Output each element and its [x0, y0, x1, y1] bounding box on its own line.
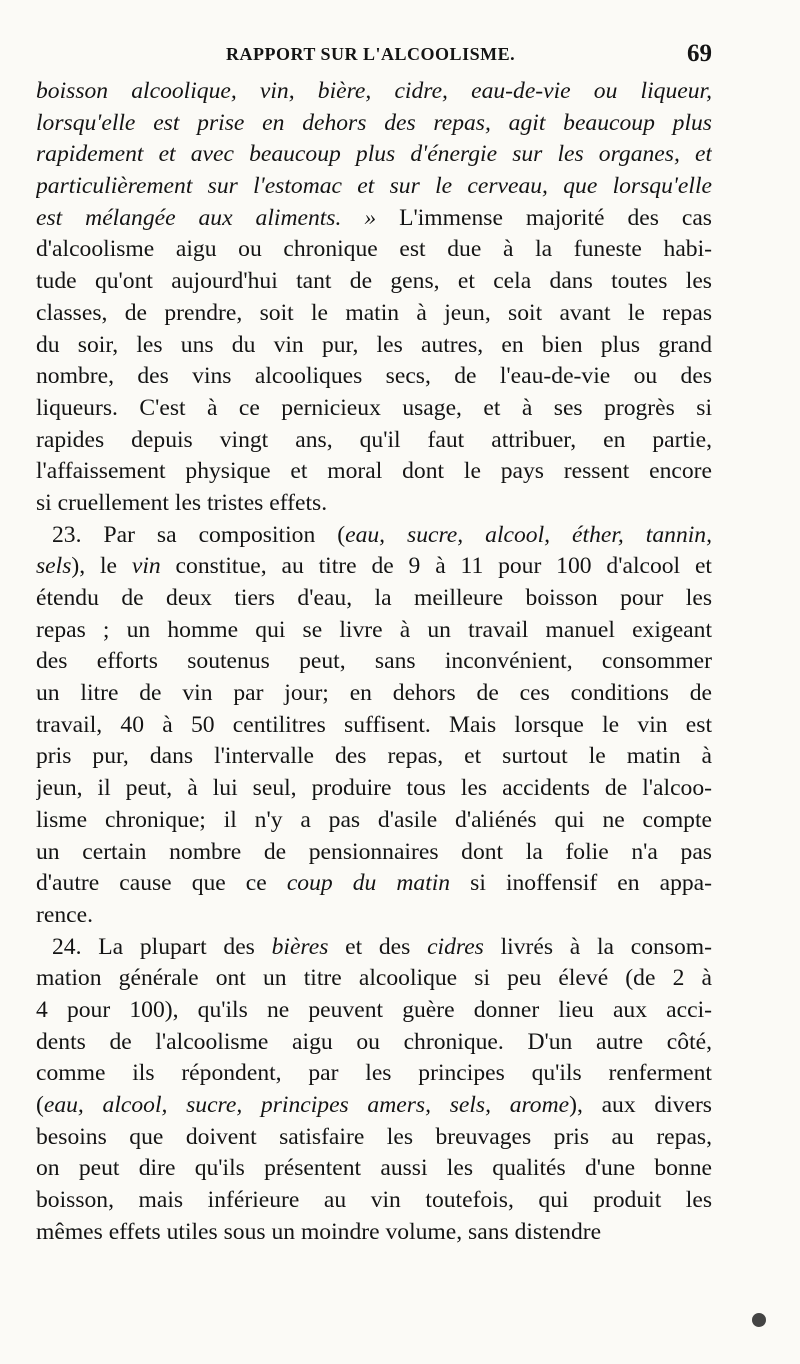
text-line	[36, 361, 712, 393]
text-line	[36, 995, 712, 1027]
text-segment: 23. Par sa composition (	[52, 521, 346, 548]
text-line	[36, 1090, 712, 1122]
text-line	[36, 837, 712, 869]
text-segment: étendu de deux tiers d'eau, la meilleure boisson pour les	[36, 585, 712, 611]
text-segment: repas ; un homme qui se livre à un travail manuel exigeant	[36, 616, 712, 643]
text-line	[36, 139, 712, 171]
text-line	[36, 266, 712, 298]
text-segment: pris pur, dans l'intervalle des repas, et surtout le matin à	[36, 743, 712, 770]
text-segment: boisson, mais inférieure au vin toutefois, qui produit les	[36, 1187, 712, 1214]
text-segment: bières	[271, 933, 329, 960]
text-line	[36, 551, 712, 583]
text-line	[36, 425, 712, 457]
text-line	[36, 710, 712, 742]
text-segment: constitue, au titre de 9 à 11 pour 100 d'alcool et	[160, 553, 712, 580]
text-segment: un certain nombre de pensionnaires dont la folie n'a pas	[36, 838, 712, 865]
text-line	[36, 203, 712, 235]
text-segment: coup du matin	[286, 870, 451, 897]
text-segment: on peut dire qu'ils présentent aussi les qualités d'une bonne	[36, 1155, 712, 1182]
text-line	[36, 646, 712, 678]
text-segment: tude qu'ont aujourd'hui tant de gens, et cela dans toutes les	[36, 268, 712, 295]
text-segment: travail, 40 à 50 centilitres suffisent. Mais lorsque le vin est	[36, 711, 712, 738]
page-number: 69	[687, 40, 712, 67]
text-segment: mation générale ont un titre alcoolique si peu élevé (de 2 à	[36, 965, 712, 992]
text-line	[36, 76, 712, 108]
text-line	[36, 393, 712, 425]
text-segment: classes, de prendre, soit le matin à jeun, soit avant le repas	[36, 299, 712, 326]
text-segment: lorsqu'elle est prise en dehors des repas, agit beaucoup plus	[36, 109, 712, 136]
text-segment: rapidement et avec beaucoup plus d'énergie sur les organes, et	[36, 141, 712, 168]
text-line	[36, 456, 712, 488]
text-segment: ), aux divers	[569, 1092, 712, 1118]
text-segment: rence.	[36, 901, 93, 928]
text-line	[36, 1217, 712, 1249]
text-segment: eau, alcool, sucre, principes amers, sels, arome	[43, 1092, 570, 1118]
text-segment: comme ils répondent, par les principes qu'ils renferment	[36, 1060, 712, 1087]
running-title: RAPPORT SUR L'ALCOOLISME.	[226, 44, 516, 64]
text-segment: nombre, des vins alcooliques secs, de l'eau-de-vie ou des	[36, 363, 712, 390]
text-segment: lisme chronique; il n'y a pas d'asile d'aliénés qui ne compte	[36, 806, 712, 833]
ink-spot-decoration	[752, 1313, 766, 1327]
text-segment: d'autre cause que ce	[36, 870, 287, 897]
text-segment: et des	[328, 933, 428, 960]
text-segment: ), le	[71, 553, 132, 580]
text-line	[36, 741, 712, 773]
text-line	[36, 330, 712, 362]
text-line	[36, 1027, 712, 1059]
text-line	[36, 805, 712, 837]
text-line	[36, 1122, 712, 1154]
text-segment: particulièrement sur l'estomac et sur le cerveau, que lorsqu'elle	[36, 173, 712, 200]
text-segment: est mélangée aux aliments. »	[36, 204, 377, 231]
text-segment: des efforts soutenus peut, sans inconvénient, consommer	[36, 648, 712, 675]
text-segment: vin	[131, 553, 161, 580]
text-segment: livrés à la consom-	[483, 933, 712, 960]
text-line	[36, 773, 712, 805]
text-line	[36, 900, 712, 932]
text-segment: si inoffensif en appa-	[450, 870, 712, 897]
text-segment: rapides depuis vingt ans, qu'il faut attribuer, en partie,	[36, 426, 712, 453]
text-segment: cidres	[427, 933, 484, 960]
text-segment: L'immense majorité des cas	[376, 204, 712, 231]
text-line	[36, 615, 712, 647]
text-line	[36, 171, 712, 203]
text-line	[36, 298, 712, 330]
text-segment: sels	[36, 553, 72, 580]
text-line	[36, 868, 712, 900]
text-segment: l'affaissement physique et moral dont le pays ressent encore	[36, 458, 712, 485]
page-header	[36, 40, 712, 80]
text-line	[36, 520, 712, 552]
text-line	[36, 932, 712, 964]
text-segment: liqueurs. C'est à ce pernicieux usage, et à ses progrès si	[36, 394, 712, 421]
text-segment: besoins que doivent satisfaire les breuvages pris au repas,	[36, 1123, 712, 1150]
text-segment: eau, sucre, alcool, éther, tannin,	[345, 521, 712, 548]
text-segment: jeun, il peut, à lui seul, produire tous les accidents de l'alcoo-	[36, 775, 712, 802]
text-line	[36, 678, 712, 710]
text-segment: d'alcoolisme aigu ou chronique est due à la funeste habi-	[36, 236, 712, 263]
body-text	[36, 76, 712, 1248]
text-segment: mêmes effets utiles sous un moindre volume, sans distendre	[36, 1218, 602, 1245]
text-segment: 4 pour 100), qu'ils ne peuvent guère donner lieu aux acci-	[36, 996, 712, 1023]
text-segment: (	[36, 1092, 44, 1118]
text-line	[36, 963, 712, 995]
text-segment: si cruellement les tristes effets.	[36, 489, 328, 516]
text-line	[36, 108, 712, 140]
text-segment: du soir, les uns du vin pur, les autres, en bien plus grand	[36, 331, 712, 358]
text-line	[36, 1153, 712, 1185]
text-segment: 24. La plupart des	[52, 933, 272, 960]
text-segment: un litre de vin par jour; en dehors de ces conditions de	[36, 680, 712, 707]
text-line	[36, 488, 712, 520]
text-line	[36, 234, 712, 266]
text-line	[36, 583, 712, 615]
text-segment: boisson alcoolique, vin, bière, cidre, eau-de-vie ou liqueur,	[36, 78, 712, 104]
text-line	[36, 1185, 712, 1217]
text-line	[36, 1058, 712, 1090]
text-segment: dents de l'alcoolisme aigu ou chronique. D'un autre côté,	[36, 1028, 712, 1055]
